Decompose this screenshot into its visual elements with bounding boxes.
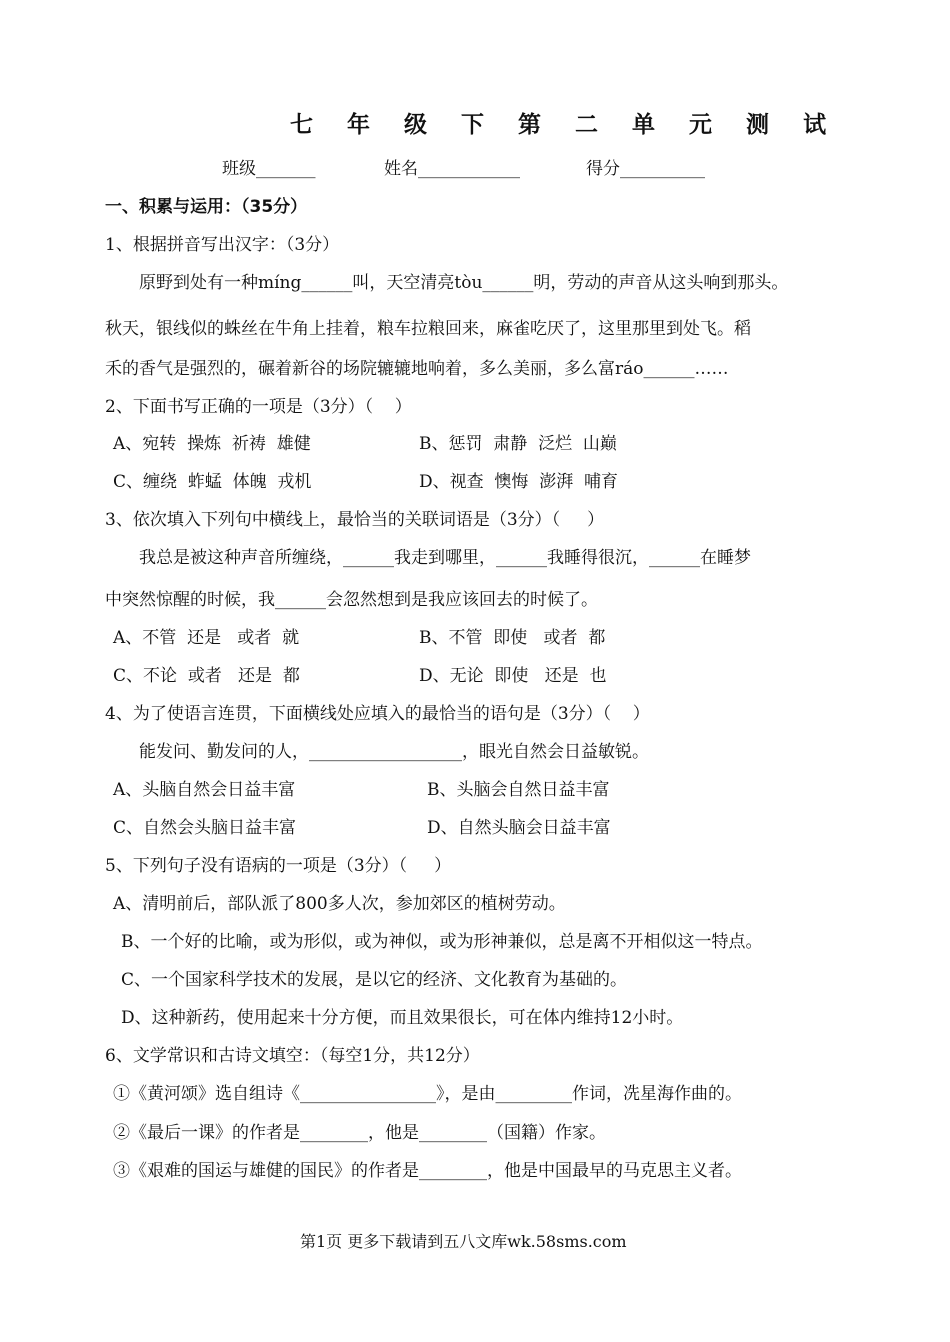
q3-line: 我总是被这种声音所缠绕，______我走到哪里，______我睡得很沉，______在睡梦 bbox=[139, 548, 751, 568]
page-footer: 第1页 更多下载请到五八文库wk.58sms.com bbox=[300, 1232, 627, 1251]
q1-stem: 1、根据拼音写出汉字：（3分） bbox=[105, 235, 340, 255]
q3-stem: 3、依次填入下列句中横线上，最恰当的关联词语是（3分）（ ） bbox=[105, 510, 605, 530]
q1-line: 原野到处有一种míng______叫，天空清亮tòu______明，劳动的声音从这头响到那头。 bbox=[139, 273, 789, 293]
q2-option-a: A、宛转 操炼 祈祷 雄健 bbox=[113, 434, 311, 454]
q4-line: 能发问、勤发问的人，__________________，眼光自然会日益敏锐。 bbox=[139, 742, 649, 762]
q2-option-d: D、视查 懊悔 澎湃 哺育 bbox=[419, 472, 619, 492]
section-heading: 一、积累与运用：（35分） bbox=[105, 197, 308, 217]
q4-option-b: B、头脑会自然日益丰富 bbox=[427, 780, 610, 800]
q4-stem: 4、为了使语言连贯，下面横线处应填入的最恰当的语句是（3分）（ ） bbox=[105, 704, 650, 724]
q6-item: ③《艰难的国运与雄健的国民》的作者是________，他是中国最早的马克思主义者。 bbox=[113, 1161, 742, 1181]
q6-item: ②《最后一课》的作者是________，他是________（国籍）作家。 bbox=[113, 1123, 606, 1143]
q5-option-c: C、一个国家科学技术的发展，是以它的经济、文化教育为基础的。 bbox=[121, 970, 628, 990]
q5-option-b: B、一个好的比喻，或为形似，或为神似，或为形神兼似，总是离不开相似这一特点。 bbox=[121, 932, 763, 952]
q1-line: 禾的香气是强烈的，碾着新谷的场院辘辘地响着，多么美丽，多么富ráo______…… bbox=[105, 359, 729, 379]
q1-line: 秋天，银线似的蛛丝在牛角上挂着，粮车拉粮回来，麻雀吃厌了，这里那里到处飞。稻 bbox=[105, 319, 751, 339]
q5-stem: 5、下列句子没有语病的一项是（3分）（ ） bbox=[105, 856, 452, 876]
class-field: 班级_______ bbox=[222, 159, 316, 179]
q6-item: ①《黄河颂》选自组诗《________________》，是由_________作词，冼星海作曲的。 bbox=[113, 1084, 742, 1104]
q2-option-b: B、惩罚 肃静 泛烂 山巅 bbox=[419, 434, 617, 454]
q3-option-d: D、无论 即使 还是 也 bbox=[419, 666, 607, 686]
q3-line: 中突然惊醒的时候，我______会忽然想到是我应该回去的时候了。 bbox=[105, 590, 598, 610]
q3-option-b: B、不管 即使 或者 都 bbox=[419, 628, 606, 648]
q6-stem: 6、文学常识和古诗文填空：（每空1分，共12分） bbox=[105, 1046, 480, 1066]
page-title: 七 年 级 下 第 二 单 元 测 试 bbox=[290, 112, 840, 138]
q5-option-a: A、清明前后，部队派了800多人次，参加郊区的植树劳动。 bbox=[113, 894, 566, 914]
q2-stem: 2、下面书写正确的一项是（3分）（ ） bbox=[105, 397, 412, 417]
name-field: 姓名____________ bbox=[384, 159, 520, 179]
q2-option-c: C、缠绕 蚱蜢 体魄 戎机 bbox=[113, 472, 312, 492]
q3-option-c: C、不论 或者 还是 都 bbox=[113, 666, 300, 686]
q4-option-c: C、自然会头脑日益丰富 bbox=[113, 818, 297, 838]
score-field: 得分__________ bbox=[586, 159, 705, 179]
q5-option-d: D、这种新药，使用起来十分方便，而且效果很长，可在体内维持12小时。 bbox=[121, 1008, 684, 1028]
q4-option-a: A、头脑自然会日益丰富 bbox=[113, 780, 296, 800]
q3-option-a: A、不管 还是 或者 就 bbox=[113, 628, 300, 648]
q4-option-d: D、自然头脑会日益丰富 bbox=[427, 818, 611, 838]
